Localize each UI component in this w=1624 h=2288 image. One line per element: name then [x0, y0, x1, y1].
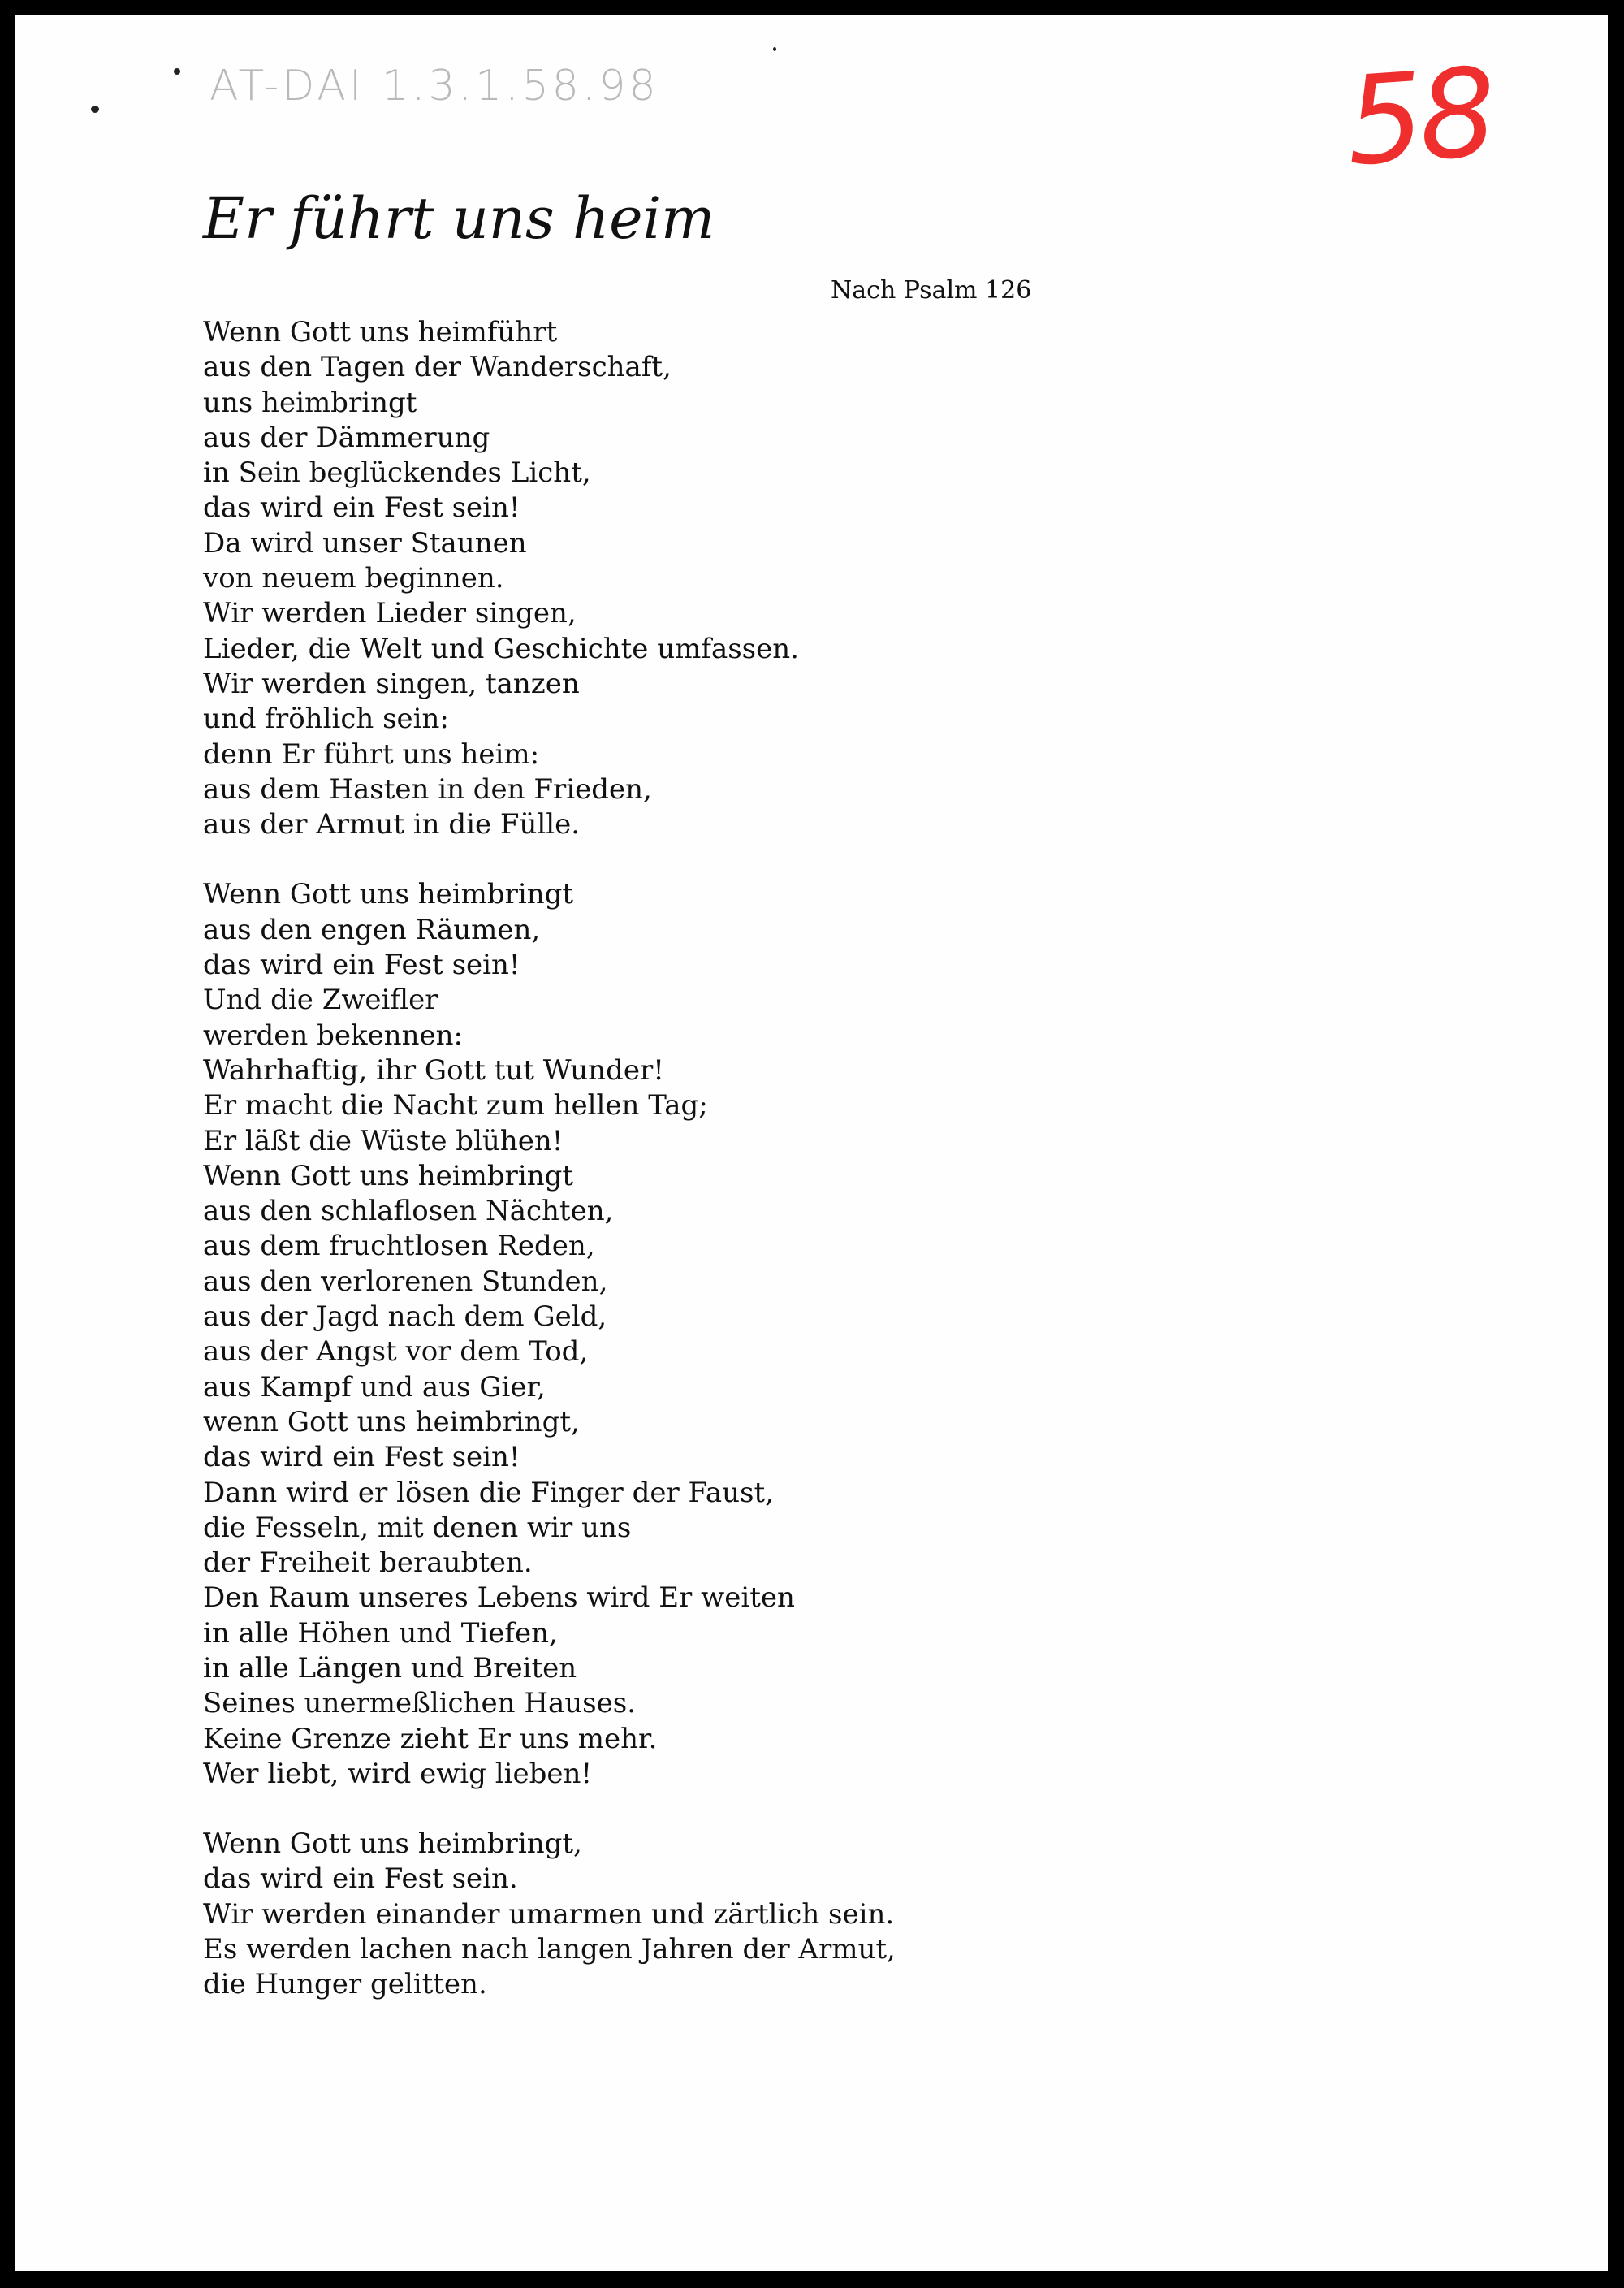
poem-line: Da wird unser Staunen	[203, 526, 527, 560]
archive-signature: AT-DAI 1.3.1.58.98	[209, 62, 659, 110]
poem-line: Lieder, die Welt und Geschichte umfassen.	[203, 632, 799, 665]
poem-stanza	[203, 877, 896, 1792]
scan-speck	[174, 68, 180, 75]
poem-line: der Freiheit beraubten.	[203, 1546, 533, 1580]
poem-line: das wird ein Fest sein!	[203, 949, 520, 982]
poem-stanza	[203, 1827, 896, 2002]
scan-speck	[773, 47, 776, 51]
poem-line: Wenn Gott uns heimbringt	[203, 1159, 574, 1192]
poem-line: werden bekennen:	[203, 1019, 463, 1052]
poem-line: Wenn Gott uns heimführt	[203, 316, 558, 348]
poem-line: von neuem beginnen.	[203, 562, 504, 595]
poem-line: Wir werden einander umarmen und zärtlich sein.	[203, 1897, 895, 1931]
poem-line: aus den verlorenen Stunden,	[203, 1265, 608, 1298]
poem-line: Er läßt die Wüste blühen!	[203, 1124, 564, 1157]
poem-line: wenn Gott uns heimbringt,	[203, 1405, 580, 1438]
poem-line: die Hunger gelitten.	[203, 1968, 487, 2001]
poem-line: die Fesseln, mit denen wir uns	[203, 1511, 632, 1544]
poem-line: das wird ein Fest sein!	[203, 491, 520, 525]
poem-line: aus Kampf und aus Gier,	[203, 1370, 546, 1404]
poem-line: aus der Angst vor dem Tod,	[203, 1335, 589, 1369]
document-page	[15, 15, 1608, 2271]
poem-line: aus den Tagen der Wanderschaft,	[203, 351, 672, 384]
poem-title: Er führt uns heim	[203, 185, 715, 252]
scan-speck	[91, 106, 99, 113]
poem-line: aus der Armut in die Fülle.	[203, 808, 581, 841]
poem-line: Wir werden singen, tanzen	[203, 667, 580, 700]
poem-line: aus den schlaflosen Nächten,	[203, 1195, 614, 1228]
poem-line: Wir werden Lieder singen,	[203, 597, 577, 630]
poem-line: in alle Längen und Breiten	[203, 1651, 577, 1685]
poem-line: aus der Jagd nach dem Geld,	[203, 1300, 607, 1334]
poem-line: Wer liebt, wird ewig lieben!	[203, 1757, 593, 1790]
page-number: 58	[1341, 41, 1497, 194]
poem-line: Wenn Gott uns heimbringt	[203, 878, 574, 911]
poem-line: das wird ein Fest sein!	[203, 1441, 520, 1474]
poem-line: aus dem fruchtlosen Reden,	[203, 1230, 595, 1263]
poem-line: in Sein beglückendes Licht,	[203, 456, 591, 490]
poem-line: Und die Zweifler	[203, 984, 438, 1017]
poem-line: Seines unermeßlichen Hauses.	[203, 1687, 636, 1720]
poem-line: und fröhlich sein:	[203, 703, 449, 736]
poem-line: Wenn Gott uns heimbringt,	[203, 1827, 582, 1861]
poem-line: Es werden lachen nach langen Jahren der Armut,	[203, 1933, 896, 1966]
poem-line: Keine Grenze zieht Er uns mehr.	[203, 1722, 658, 1755]
poem-line: Er macht die Nacht zum hellen Tag;	[203, 1089, 708, 1122]
poem-line: aus der Dämmerung	[203, 421, 490, 454]
poem-line: Den Raum unseres Lebens wird Er weiten	[203, 1581, 795, 1615]
poem-body	[203, 315, 896, 2038]
poem-line: denn Er führt uns heim:	[203, 737, 540, 771]
poem-stanza	[203, 315, 896, 842]
poem-line: Dann wird er lösen die Finger der Faust,	[203, 1476, 774, 1509]
poem-source: Nach Psalm 126	[831, 276, 1032, 305]
poem-line: Wahrhaftig, ihr Gott tut Wunder!	[203, 1053, 664, 1087]
poem-line: in alle Höhen und Tiefen,	[203, 1616, 558, 1650]
poem-line: das wird ein Fest sein.	[203, 1862, 518, 1896]
poem-line: aus den engen Räumen,	[203, 913, 541, 946]
poem-line: aus dem Hasten in den Frieden,	[203, 772, 652, 806]
poem-line: uns heimbringt	[203, 386, 417, 419]
